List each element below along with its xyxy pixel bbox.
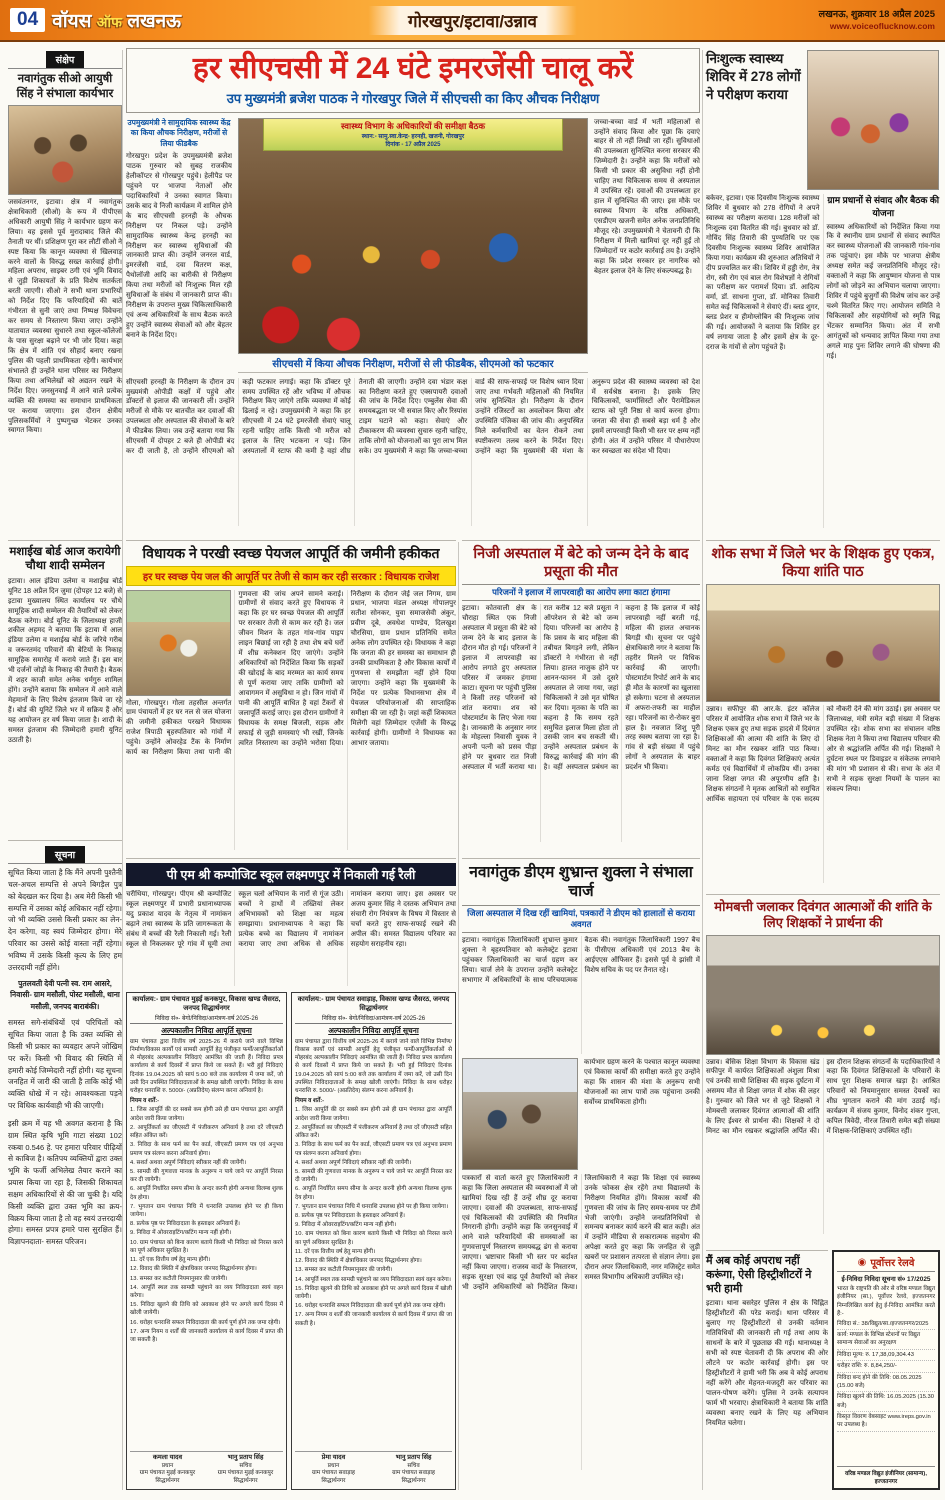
tender1-terms-label: नियम व शर्तें:- [130, 1098, 160, 1105]
signatory-role: सचिव [407, 1462, 420, 1469]
railway-tender-notice [832, 1250, 940, 1490]
dm-text-3: पत्रकारों से वार्ता करते हुए जिलाधिकारी ने कहा कि जिला अस्पताल की व्यवस्थाओं में जो खामियां दिख रही हैं उन्हें शीघ्र दूर कराया जाएगा। दवाओं की उपलब्धता, साफ-सफाई एवं चिकित्सकों की उपस्थिति की नियमित निगरानी होगी। उन्होंने कहा कि जनसुनवाई में आने वाले फरियादियों की समस्याओं का गुणवत्तापूर्ण निस्तारण समयबद्ध ढंग से कराया जाएगा। भ्रष्टाचार किसी भी स्तर पर बर्दाश्त नहीं किया जाएगा। राजस्व वादों के निस्तारण, सड़क सुरक्षा एवं बाढ़ पूर्व तैयारियों को लेकर भी उन्होंने अधिकारियों को निर्देशित किया। जिलाधिकारी ने कहा कि शिक्षा एवं स्वास्थ्य उनके फोकस क्षेत्र रहेंगे तथा विद्यालयों के निरीक्षण नियमित होंगे। विकास कार्यों की गुणवत्ता की जांच के लिए समय-समय पर टीमें भेजी जाएंगी। उन्होंने जनप्रतिनिधियों से समन्वय बनाकर कार्य करने की बात कही। अंत में उन्होंने मीडिया से सकारात्मक सहयोग की अपेक्षा करते हुए कहा कि जनहित से जुड़ी खबरों पर प्रशासन तत्परता से संज्ञान लेगा। इस दौरान अपर जिलाधिकारी, नगर मजिस्ट्रेट समेत समस्त विभागीय अधिकारी उपस्थित रहे। [462, 1174, 700, 1292]
tender1-signatory-pradhan [130, 1454, 205, 1486]
article-shok-sabha [706, 540, 940, 892]
mashaikh-body [8, 577, 122, 821]
tender-term-item: 16. धरोहर धनराशि सफल निविदादाता की कार्य पूर्ण होने तक जमा रहेगी। [295, 1303, 446, 1310]
lead-subheadline: उप मुख्यमंत्री ब्रजेश पाठक ने गोरखपुर जिले में सीएचसी का किए औचक निरीक्षण [226, 90, 600, 106]
signatory-role: सचिव [239, 1462, 252, 1469]
tender2-intro: ग्राम पंचायत द्वारा वित्तीय वर्ष 2025-26 में कराये जाने वाले विभिन्न निर्माण/विकास कार्यों एवं सामग्री आपूर्ति हेतु पंजीकृत फर्मों/आपूर्तिकर्ताओं से मोहरबंद अल्पकालीन निविदाएं आमंत्रित की जाती हैं। निविदा प्रपत्र कार्यालय से कार्य दिवसों में प्राप्त किये जा सकते हैं। भरी हुई निविदाएं दिनांक 19.04.2025 को सायं 5:00 बजे तक कार्यालय में जमा करें, जो उसी दिन उपस्थित निविदादाताओं के समक्ष खोली जाएंगी। निविदा के साथ धरोहर धनराशि रु. 5000/- (अप्रतिदेय) संलग्न करना अनिवार्य है। [295, 1038, 452, 1094]
tender1-ref: निविदा सं०- बेगो/निविदा/आमंत्रण-वर्ष 2025-26 [130, 1014, 283, 1024]
prasoota-headline: निजी अस्पताल में बेटे को जन्म देने के बाद प्रसूता की मौत [473, 546, 689, 581]
soochna-text-1: सूचित किया जाता है कि मैंने अपनी पुश्तैनी चल-अचल सम्पत्ति से अपने बिगड़ैल पुत्र को बेदखल कर दिया है। अब मेरी किसी भी सम्पत्ति में उसका कोई अधिकार नहीं रहेगा। जो भी व्यक्ति उससे किसी प्रकार का लेन-देन करेगा, वह स्वयं जिम्मेदार होगा। मेरे परिवार का उससे कोई वास्ता नहीं रहेगा। भविष्य में उसके किसी कृत्य के लिए हम उत्तरदायी नहीं होंगे। [8, 868, 122, 972]
signatory-name: कमला यादव [152, 1453, 183, 1461]
shok-sabha-body [706, 705, 940, 883]
vidhayak-photo [126, 590, 231, 696]
soochna-section-tab: सूचना [45, 846, 85, 863]
rally-body [126, 890, 456, 986]
signatory-role: प्रधान [161, 1462, 174, 1469]
railway-footer: वरिष्ठ मण्डल विद्युत इंजीनियर (सामान्य), इज्जतनगर [837, 1466, 935, 1485]
tender-term-item: 16. धरोहर धनराशि सफल निविदादाता की कार्य पूर्ण होने तक जमा रहेगी। [130, 1319, 281, 1326]
tender-term-item: 13. समस्त कर कटौती नियमानुसार की जायेगी। [295, 1267, 393, 1274]
candle-body [706, 1058, 940, 1234]
railway-header [837, 1255, 935, 1272]
section-title: गोरखपुर/इटावा/उन्नाव [368, 6, 577, 35]
health-camp-text-1: बकेवर, इटावा। एक दिवसीय निःशुल्क स्वास्थ्य शिविर में बुधवार को 278 रोगियों ने अपने स्वास्थ्य का परीक्षण कराया। 128 मरीजों को निःशुल्क दवा वितरित की गई। बुधवार को डॉ. गोविंद सिंह तिवारी की पुण्यतिथि पर एक दिवसीय निःशुल्क स्वास्थ्य शिविर आयोजित किया गया। कार्यक्रम की शुरुआत अतिथियों ने दीप प्रज्वलित कर की। शिविर में हड्डी रोग, नेत्र रोग, स्त्री रोग एवं बाल रोग विशेषज्ञों ने रोगियों का परीक्षण कर परामर्श दिया। डॉ. आदित्य वर्मा, डॉ. साधना गुप्ता, डॉ. मोनिका तिवारी समेत कई चिकित्सकों ने सेवाएं दीं। ब्लड शुगर, ब्लड प्रेशर व हीमोग्लोबिन की निःशुल्क जांच की गई। आयोजकों ने बताया कि शिविर हर वर्ष लगाया जाता है और इसमें क्षेत्र के दूर-दराज के गांवों से लोग पहुंचते हैं। [706, 195, 820, 352]
vidhayak-body [126, 590, 456, 850]
co-charge-body [8, 198, 122, 510]
article-school-rally [126, 858, 456, 988]
tender-term-item: 3. निविदा के साथ फर्म का पैन कार्ड, जीएसटी प्रमाण पत्र एवं अनुभव प्रमाण पत्र संलग्न करना अनिवार्य होगा। [130, 1142, 283, 1157]
tender-term-item: 12. विवाद की स्थिति में क्षेत्राधिकार जनपद सिद्धार्थनगर होगा। [130, 1266, 257, 1273]
signatory-name: प्रेमा यादव [321, 1453, 346, 1461]
tender1-terms-list [130, 1106, 283, 1344]
dm-body-top [462, 936, 700, 1054]
health-camp-photo [807, 50, 939, 190]
soochna-tab-row [8, 845, 122, 864]
tender-term-item: 8. प्रत्येक पृष्ठ पर निविदादाता के हस्ताक्षर अनिवार्य हैं। [130, 1221, 240, 1228]
column-divider [122, 50, 123, 1490]
lead-left-text: गोरखपुर। प्रदेश के उपमुख्यमंत्री ब्रजेश पाठक गुरुवार को सुबह राजकीय हेलीकॉप्टर से गोरखपुर पहुंचे। हेलीपैड पर पहुंचने पर भाजपा नेताओं और पदाधिकारियों ने उनका स्वागत किया। उसके बाद वे निजी कार्यक्रम में शामिल होने के बाद सीएचसी हरनही के औचक निरीक्षण पर निकल पड़े। उन्होंने सामुदायिक स्वास्थ्य केन्द्र हरनही का निरीक्षण कर स्वास्थ्य सुविधाओं की जानकारी प्राप्त की। उन्होंने जनरल वार्ड, इमरजेंसी वार्ड, दवा वितरण कक्ष, पैथोलॉजी आदि का बारीकी से निरीक्षण किया तथा मरीजों को निःशुल्क मिल रही सुविधाओं के संबंध में जानकारी प्राप्त की। निरीक्षण के उपरान्त मुख्य चिकित्साधिकारी एवं अन्य अधिकारियों के साथ बैठक करते हुए उन्होंने स्वास्थ्य सेवाओं को और बेहतर बनाने के निर्देश दिए। [126, 153, 232, 339]
candle-headline: मोमबत्ती जलाकर दिवंगत आत्माओं की शांति के लिए शिक्षकों ने प्रार्थना की [714, 899, 932, 931]
tender-term-item: 9. निविदा में ओवरराइटिंग/कटिंग मान्य नहीं होगी। [130, 1230, 232, 1237]
tender2-signatures [295, 1451, 452, 1486]
mashaikh-text: इटावा। आल इंडिया उलेमा व मशाईख बोर्ड यूनिट 18 अप्रैल दिन जुमा (दोपहर 12 बजे) से इटावा मुख्यालय स्थित कार्यालय पर चौथे सामूहिक शादी सम्मेलन की तैयारियों को लेकर बैठक करेगा। बोर्ड यूनिट के जिलाध्यक्ष हाजी शकील अहमद ने बताया कि इटावा में आल इंडिया उलेमा व मशाईख बोर्ड के जरिये गरीब व जरूरतमंद परिवारों की बेटियों के निकाह सामूहिक समारोह में कराये जाते हैं। इस बार भी दर्जनों जोड़ों के निकाह की तैयारी है। बैठक में शहर काजी समेत अनेक धर्मगुरु शामिल होंगे। उन्होंने बताया कि सम्मेलन में आने वाले मेहमानों के लिए विशेष इंतजाम किये जा रहे हैं। बोर्ड की यूनिटें जिले भर में सक्रिय हैं और यह आयोजन हर वर्ष किया जाता है। शादी के समस्त इंतजाम की जिम्मेदारी हमारी यूनिट उठाती है। [8, 577, 122, 744]
tender1-intro: ग्राम पंचायत द्वारा वित्तीय वर्ष 2025-26 में कराये जाने वाले विभिन्न निर्माण/विकास कार्यों एवं सामग्री आपूर्ति हेतु पंजीकृत फर्मों/आपूर्तिकर्ताओं से मोहरबंद अल्पकालीन निविदाएं आमंत्रित की जाती हैं। निविदा प्रपत्र कार्यालय से कार्य दिवसों में प्राप्त किये जा सकते हैं। भरी हुई निविदाएं दिनांक 19.04.2025 को सायं 5:00 बजे तक कार्यालय में जमा करें, जो उसी दिन उपस्थित निविदादाताओं के समक्ष खोली जाएंगी। निविदा के साथ धरोहर धनराशि रु. 5000/- (अप्रतिदेय) संलग्न करना अनिवार्य है। [130, 1038, 283, 1094]
soochna-text-3: इसी क्रम में यह भी अवगत कराना है कि ग्राम स्थित कृषि भूमि गाटा संख्या 102 रकबा 0.546 हे. पर हमारा परिवार पीढ़ियों से काबिज है। कतिपय व्यक्तियों द्वारा उक्त भूमि के फर्जी अभिलेख तैयार कराने का प्रयास किया जा रहा है, जिसकी शिकायत सक्षम अधिकारियों से की जा चुकी है। यदि किसी व्यक्ति द्वारा उक्त भूमि का क्रय-विक्रय किया जाता है तो वह स्वयं उत्तरदायी होगा। समस्त प्रपत्र हमारे पास सुरक्षित हैं। विज्ञापनदाता- समस्त परिजन। [8, 1118, 122, 1247]
signatory-name: भानु प्रताप सिंह [227, 1453, 264, 1461]
photo-event-banner [263, 119, 562, 151]
lead-body [126, 378, 700, 526]
dm-headline: नवागंतुक डीएम शुभ्रान्त शुक्ला ने संभाला चार्ज [469, 864, 693, 901]
tender-term-item: 13. समस्त कर कटौती नियमानुसार की जायेगी। [130, 1275, 228, 1282]
soochna-text-2: समस्त सगे-संबंधियों एवं परिचितों को सूचित किया जाता है कि उक्त व्यक्ति से किसी भी प्रकार का व्यवहार अपने जोखिम पर करें। किसी भी विवाद की स्थिति में हमारी कोई जिम्मेदारी नहीं होगी। यह सूचना जनहित में जारी की जाती है ताकि कोई भी व्यक्ति धोखे में न रहे। आवश्यकता पड़ने पर विधिक कार्यवाही भी की जाएगी। [8, 1018, 122, 1111]
tender-notice-2 [291, 992, 456, 1490]
lead-right-text: जच्चा-बच्चा वार्ड में भर्ती महिलाओं से उन्होंने संवाद किया और पूछा कि दवाएं बाहर से तो नहीं लिखी जा रहीं। सुविधाओं की उपलब्धता सुनिश्चित करना सरकार की जिम्मेदारी है। उन्होंने कहा कि मरीजों को किसी भी प्रकार की असुविधा नहीं होनी चाहिए तथा चिकित्सक समय से अस्पताल में उपस्थित रहें। दवाओं की उपलब्धता हर हाल में सुनिश्चित की जाए। इस मौके पर स्वास्थ्य विभाग के वरिष्ठ अधिकारी, एसडीएम खजनी समेत अनेक जनप्रतिनिधि मौजूद रहे। उपमुख्यमंत्री ने चेतावनी दी कि निरीक्षण में मिली खामियां दूर नहीं हुईं तो जिम्मेदारों पर कठोर कार्रवाई तय है। उन्होंने कहा कि प्रदेश सरकार हर नागरिक को बेहतर इलाज देने के लिए संकल्पबद्ध है। [594, 118, 700, 275]
notice-soochna [8, 840, 122, 1490]
co-charge-text: जसवंतनगर, इटावा। क्षेत्र में नवागंतुक क्षेत्राधिकारी (सीओ) के रूप में पीपीएस अधिकारी आयुषी सिंह ने कार्यभार ग्रहण कर लिया। वह इससे पूर्व मुरादाबाद जिले की तैनाती पर थीं। प्रशिक्षण पूरा कर लौटीं सीओ ने स्पष्ट किया कि कानून व्यवस्था से खिलवाड़ करने वालों के विरुद्ध सख्त कार्रवाई होगी। महिला अपराध, साइबर ठगी एवं भूमि विवाद से जुड़ी शिकायतों के प्रति विशेष सतर्कता बरती जाएगी। सीओ ने सभी थाना प्रभारियों को निर्देश दिए कि फरियादियों की बातें गंभीरता से सुनी जाएं तथा निष्पक्ष विवेचना कर समय से निस्तारण किया जाए। उन्होंने यातायात व्यवस्था सुधारने तथा स्कूल-कॉलेजों के पास सुरक्षा बढ़ाने पर भी जोर दिया। कहा कि क्षेत्र में शांति एवं सौहार्द बनाए रखना पुलिस की पहली प्राथमिकता रहेगी। कार्यभार संभालते ही उन्होंने थाना परिसर का निरीक्षण किया तथा अभिलेखों को अद्यतन रखने के निर्देश दिए। जनसुनवाई में आने वाले प्रत्येक व्यक्ति की समस्या का समाधान प्राथमिकता पर कराया जाएगा। इस दौरान क्षेत्रीय पुलिसकर्मियों ने पुष्पगुच्छ भेंटकर उनका स्वागत किया। [8, 198, 122, 435]
signatory-district: सिद्धार्थनगर [401, 1478, 426, 1485]
vidhayak-subhead: हर घर स्वच्छ पेय जल की आपूर्ति पर तेजी से काम कर रही सरकार : विधायक राजेश [126, 566, 456, 586]
shok-sabha-photo [706, 584, 940, 702]
health-camp-text-2: स्वास्थ्य अधिकारियों को निर्देशित किया गया कि वे स्थानीय ग्राम प्रधानों से संवाद स्थापित कर स्वास्थ्य योजनाओं की जानकारी गांव-गांव तक पहुंचाएं। इस मौके पर भाजपा क्षेत्रीय अध्यक्ष समेत कई जनप्रतिनिधि मौजूद रहे। वक्ताओं ने कहा कि आयुष्मान योजना से पात्र लोगों को जोड़ने का अभियान चलाया जाएगा। शिविर में पहुंचे बुजुर्गों की विशेष जांच कर उन्हें चश्मे वितरित किए गए। आयोजन समिति ने चिकित्सकों और सहयोगियों को स्मृति चिह्न भेंटकर सम्मानित किया। अंत में सभी आगंतुकों को धन्यवाद ज्ञापित किया गया तथा अगले माह पुनः शिविर लगाने की घोषणा की गई। [826, 223, 940, 360]
page-number: 04 [10, 8, 45, 32]
article-history-sheeters [706, 1250, 828, 1490]
tender-term-item: 9. निविदा में ओवरराइटिंग/कटिंग मान्य नहीं होगी। [295, 1222, 397, 1229]
tender-term-item: 17. अन्य नियम व शर्तों की जानकारी कार्यालय से कार्य दिवस में प्राप्त की जा सकती है। [130, 1328, 283, 1344]
tender1-title: अल्पकालीन निविदा आपूर्ति सूचना [161, 1025, 252, 1035]
article-candle-prayer [706, 894, 940, 1246]
apradh-headline: मैं अब कोई अपराध नहीं करूंगा, ऐसी हिस्ट्रीशीटरों ने भरी हामी [706, 1255, 812, 1295]
shok-sabha-text: उन्नाव। सफीपुर की आर.के. इंटर कॉलेज परिसर में आयोजित शोक सभा में जिले भर के शिक्षक एकत्र हुए तथा सड़क हादसे में दिवंगत शिक्षिकाओं की आत्मा की शांति के लिए दो मिनट का मौन रखकर शांति पाठ किया। वक्ताओं ने कहा कि दिवंगत शिक्षिकाएं अत्यंत कर्मठ एवं विद्यार्थियों में लोकप्रिय थीं। उनका जाना शिक्षा जगत की अपूरणीय क्षति है। शिक्षक संगठनों ने मृतक आश्रितों को समुचित आर्थिक सहायता एवं परिवार के एक सदस्य को नौकरी देने की मांग उठाई। इस अवसर पर जिलाध्यक्ष, मंत्री समेत बड़ी संख्या में शिक्षक उपस्थित रहे। शोक सभा का संचालन वरिष्ठ शिक्षक नेता ने किया तथा विद्यालय परिवार की ओर से श्रद्धांजलि अर्पित की गई। शिक्षकों ने दुर्घटना स्थल पर डिवाइडर व संकेतक लगवाने की मांग भी प्रशासन से की। सभा के अंत में सभी ने सड़क सुरक्षा नियमों के पालन का संकल्प लिया। [706, 706, 940, 803]
tender-term-item: 8. प्रत्येक पृष्ठ पर निविदादाता के हस्ताक्षर अनिवार्य हैं। [295, 1213, 405, 1220]
dm-text-1: इटावा। नवागंतुक जिलाधिकारी शुभ्रान्त कुमार शुक्ला ने बृहस्पतिवार को कलेक्ट्रेट इटावा पहुंचकर जिलाधिकारी का चार्ज ग्रहण कर लिया। चार्ज लेने के उपरान्त उन्होंने कलेक्ट्रेट सभागार में अधिकारियों के साथ परिचयात्मक बैठक की। नवागंतुक जिलाधिकारी 1997 बैच के पीसीएस अधिकारी एवं 2013 बैच के आईएएस ऑफिसर हैं। इससे पूर्व वे झांसी में विशेष सचिव के पद पर तैनात रहे। [462, 936, 700, 984]
masthead [0, 0, 945, 42]
tender-notice-1 [126, 992, 287, 1490]
shok-sabha-headline: शोक सभा में जिले भर के शिक्षक हुए एकत्र, किया शांति पाठ [711, 546, 935, 581]
dm-charge-photo [462, 1058, 578, 1170]
tender-term-item: 11. दरें एक वित्तीय वर्ष हेतु मान्य होंगी। [295, 1248, 376, 1255]
vidhayak-text: गोला, गोरखपुर। गोला तहसील अन्तर्गत ग्राम पंचायतों में हर घर नल से जल योजना की जमीनी हकीकत परखने विधायक राजेश त्रिपाठी बृहस्पतिवार को गांवों में पहुंचे। उन्होंने ओवरहेड टैंक के निर्माण कार्य का निरीक्षण किया तथा पानी की गुणवत्ता की जांच अपने सामने कराई। ग्रामीणों से संवाद करते हुए विधायक ने कहा कि हर घर स्वच्छ पेयजल की आपूर्ति पर सरकार तेजी से काम कर रही है। जल जीवन मिशन के तहत गांव-गांव पाइप लाइन बिछाई जा रही है तथा शेष बचे घरों में शीघ्र कनेक्शन दिए जाएंगे। उन्होंने अधिकारियों को निर्देशित किया कि सड़कों की खोदाई के बाद मरम्मत का कार्य समय से पूर्ण कराया जाए ताकि ग्रामीणों को आवागमन में असुविधा न हो। जिन गांवों में पानी की आपूर्ति बाधित है वहां टैंकरों से जलापूर्ति कराई जाए। इस दौरान ग्रामीणों ने विधायक के समक्ष बिजली, सड़क और सफाई से जुड़ी समस्याएं भी रखीं, जिनके त्वरित निस्तारण का उन्होंने भरोसा दिया। निरीक्षण के दौरान जेई जल निगम, ग्राम प्रधान, भाजपा मंडल अध्यक्ष गोपालपुर सतीश सोनकर, युवा समाजसेवी अंकुर, प्रवीण दूबे, अवधेश पाण्डेय, दिलखुश चौरसिया, ग्राम प्रधान प्रतिनिधि समेत अनेक लोग उपस्थित रहे। विधायक ने कहा कि जनता की हर समस्या का समाधान ही उनकी प्राथमिकता है और विकास कार्यों में गुणवत्ता से समझौता नहीं होने दिया जाएगा। उन्होंने कहा कि मुख्यमंत्री के निर्देश पर प्रत्येक विधानसभा क्षेत्र में पेयजल परियोजनाओं की साप्ताहिक समीक्षा की जा रही है। जहां कहीं शिकायत मिलेगी वहां जिम्मेदार एजेंसी के विरुद्ध कार्रवाई होगी। ग्रामीणों ने विधायक का आभार जताया। [126, 590, 456, 757]
tender-term-item: 2. आपूर्तिकर्ता का जीएसटी में पंजीकरण अनिवार्य है तथा दरें जीएसटी सहित अंकित करें। [130, 1124, 283, 1140]
co-charge-headline: नवागंतुक सीओ आयुषी सिंह ने संभाला कार्यभार [16, 73, 114, 100]
candle-text: उन्नाव। बेसिक शिक्षा विभाग के विकास खंड सफीपुर में कार्यरत शिक्षिकाओं अंशुला मिश्रा एवं उनकी साथी शिक्षिका की सड़क दुर्घटना में असमय मौत से शिक्षा जगत में शोक की लहर है। गुरुवार को जिले भर से जुटे शिक्षकों ने मोमबत्ती जलाकर दिवंगत आत्माओं की शांति के लिए ईश्वर से प्रार्थना की। शिक्षकों ने दो मिनट का मौन रखकर श्रद्धांजलि अर्पित की। इस दौरान शिक्षक संगठनों के पदाधिकारियों ने कहा कि दिवंगत शिक्षिकाओं के परिवारों के साथ पूरा शिक्षक समाज खड़ा है। आश्रित परिवारों को नियमानुसार समस्त देयकों का शीघ्र भुगतान कराने की मांग उठाई गई। कार्यक्रम में संजय कुमार, विनोद शंकर गुप्ता, कपिल त्रिवेदी, नीरज तिवारी समेत बड़ी संख्या में शिक्षक-शिक्षिकाएं उपस्थित रहीं। [706, 1058, 940, 1136]
railway-item: कार्य: मण्डल के विभिन्न स्टेशनों पर विद्युत सामान्य सेवाओं का अनुरक्षण [837, 1330, 935, 1350]
signatory-district: सिद्धार्थनगर [321, 1478, 346, 1485]
apradh-body [706, 1299, 828, 1479]
railway-name: पूर्वोत्तर रेलवे [870, 1258, 915, 1269]
dm-text-2: कार्यभार ग्रहण करने के पश्चात कानून व्यवस्था एवं विकास कार्यों की समीक्षा करते हुए उन्होंने कहा कि शासन की मंशा के अनुरूप सभी योजनाओं का लाभ पात्रों तक पहुंचाना उनकी सर्वोच्च प्राथमिकता होगी। [584, 1058, 700, 1106]
article-mashaikh [8, 540, 122, 836]
mashaikh-headline: मशाईख बोर्ड आज करायेगी चौथा शादी सम्मेलन [9, 546, 121, 573]
signatory-org: ग्राम पंचायत सवाड़ाह [392, 1470, 435, 1477]
tender-term-item: 3. निविदा के साथ फर्म का पैन कार्ड, जीएसटी प्रमाण पत्र एवं अनुभव प्रमाण पत्र संलग्न करना अनिवार्य होगा। [295, 1142, 452, 1157]
railway-item: निविदा खुलने की तिथि: 16.05.2025 (15.30 बजे) [837, 1392, 935, 1412]
website-url: www.voiceoflucknow.com [829, 20, 935, 31]
tender-term-item: 1. जिस आपूर्ति की दर सबसे कम होगी उसे ही ग्राम पंचायत द्वारा आपूर्ति आदेश जारी किया जायेगा। [130, 1107, 283, 1122]
tender-term-item: 7. भुगतान ग्राम पंचायत निधि में धनराशि उपलब्ध होने पर ही किया जायेगा। [130, 1203, 283, 1219]
tender-term-item: 2. आपूर्तिकर्ता का जीएसटी में पंजीकरण अनिवार्य है तथा दरें जीएसटी सहित अंकित करें। [295, 1124, 452, 1140]
banner-date: दिनांक - 17 अप्रैल 2025 [385, 141, 441, 148]
prasoota-text: इटावा। कोतवाली क्षेत्र के चौराहा स्थित एक निजी अस्पताल में प्रसूता की बेटे को जन्म देने के बाद इलाज के दौरान मौत हो गई। परिजनों ने इलाज में लापरवाही का आरोप लगाते हुए अस्पताल परिसर में जमकर हंगामा काटा। सूचना पर पहुंची पुलिस ने किसी तरह परिजनों को शांत कराया। शव को पोस्टमार्टम के लिए भेजा गया है। जानकारी के अनुसार नगर के मोहल्ला निवासी युवक ने अपनी पत्नी को प्रसव पीड़ा होने पर बुधवार रात निजी अस्पताल में भर्ती कराया था। रात करीब 12 बजे प्रसूता ने ऑपरेशन से बेटे को जन्म दिया। परिजनों का आरोप है कि प्रसव के बाद महिला की तबीयत बिगड़ने लगी, लेकिन डॉक्टरों ने गंभीरता से नहीं लिया। हालत नाजुक होने पर आनन-फानन में उसे दूसरे अस्पताल ले जाया गया, जहां चिकित्सकों ने उसे मृत घोषित कर दिया। मृतका के पति का कहना है कि समय रहते समुचित इलाज मिला होता तो उसकी जान बच सकती थी। उन्होंने अस्पताल प्रबंधन के विरुद्ध कार्रवाई की मांग की है। वहीं अस्पताल प्रबंधन का कहना है कि इलाज में कोई लापरवाही नहीं बरती गई, महिला की हालत अचानक बिगड़ी थी। सूचना पर पहुंचे क्षेत्राधिकारी नगर ने बताया कि तहरीर मिलने पर विधिक कार्रवाई की जाएगी। पोस्टमार्टम रिपोर्ट आने के बाद ही मौत के कारणों का खुलासा हो सकेगा। घटना से अस्पताल में अफरा-तफरी का माहौल रहा। परिजनों का रो-रोकर बुरा हाल है। नवजात शिशु पूरी तरह स्वस्थ बताया जा रहा है। गांव से बड़ी संख्या में पहुंचे लोगों ने अस्पताल के बाहर प्रदर्शन भी किया। [462, 605, 700, 772]
signatory-district: सिद्धार्थनगर [155, 1478, 180, 1485]
tender-term-item: 15. निविदा खुलने की तिथि को अवकाश होने पर अगले कार्य दिवस में खोली जायेगी। [130, 1302, 283, 1317]
tender-term-item: 10. ग्राम पंचायत को बिना कारण बताये किसी भी निविदा को निरस्त करने का पूर्ण अधिकार सुरक्षित है। [295, 1231, 452, 1246]
tender-term-item: 6. आपूर्ति निर्धारित समय सीमा के अन्दर करनी होगी अन्यथा विलम्ब शुल्क देय होगा। [130, 1186, 283, 1201]
prasoota-body [462, 604, 700, 842]
article-new-dm [462, 858, 700, 1490]
banner-location: स्थान:- सामु.स्वा.केन्द्र- हरनही, खजनी, गोरखपुर [361, 133, 465, 140]
railway-item: निविदा मूल्य: रु. 17,38,09,304.43 [837, 1350, 935, 1361]
tender-term-item: 5. सामग्री की गुणवत्ता मानक के अनुरूप न पाये जाने पर आपूर्ति निरस्त कर दी जायेगी। [130, 1168, 283, 1184]
tender2-office: कार्यालय:- ग्राम पंचायत सवाड़ाह, विकास खण्ड जैसरठ, जनपद सिद्धार्थनगर [297, 996, 450, 1012]
tender1-office: कार्यालय:- ग्राम पंचायत मुड़ई कनकपुर, विकास खण्ड जैसरठ, जनपद सिद्धार्थनगर [132, 996, 281, 1012]
lead-photo-caption: सीएचसी में किया औचक निरीक्षण, मरीजों से ली फीडबैक, सीएमओ को फटकार [238, 354, 588, 373]
paper-name-part: वॉयस [52, 11, 92, 32]
column-divider [702, 50, 703, 1490]
signatory-district: सिद्धार्थनगर [233, 1478, 258, 1485]
brief-tab-row [8, 50, 122, 69]
candle-prayer-photo [706, 935, 940, 1055]
edition-dateline: लखनऊ, शुक्रवार 18 अप्रैल 2025 [818, 8, 935, 20]
dm-kicker: जिला अस्पताल में दिख रहीं खामियां, पत्रकारों ने डीएम को हालातों से कराया अवगत [462, 905, 700, 933]
tender1-body [130, 1038, 283, 1448]
signatory-org: ग्राम पंचायत मुड़ई कनकपुर [217, 1470, 274, 1477]
dm-photo-row [462, 1058, 700, 1170]
health-camp-body [706, 194, 940, 528]
tender2-terms-label: नियम व शर्तें:- [295, 1098, 325, 1105]
railway-notice-number: ई-निविदा निविदा सूचना सं० 17/2025 [841, 1276, 931, 1283]
tender-term-item: 4. सशर्त अथवा अपूर्ण निविदाएं स्वीकार नहीं की जायेंगी। [295, 1159, 412, 1166]
article-health-camp [706, 50, 940, 536]
dcm-inspection-photo [238, 118, 588, 354]
prasoota-kicker: परिजनों ने इलाज में लापरवाही का आरोप लगा काटा हंगामा [462, 584, 700, 601]
brief-section-tab: संक्षेप [46, 51, 85, 68]
masthead-right [819, 9, 935, 32]
tender-term-item: 1. जिस आपूर्ति की दर सबसे कम होगी उसे ही ग्राम पंचायत द्वारा आपूर्ति आदेश जारी किया जायेगा। [295, 1107, 452, 1122]
lead-headline: हर सीएचसी में 24 घंटे इमरजेंसी चालू करें [192, 52, 634, 85]
dm-body-bottom [462, 1174, 700, 1470]
tender-term-item: 11. दरें एक वित्तीय वर्ष हेतु मान्य होंगी। [130, 1257, 211, 1264]
column-divider [458, 542, 459, 1490]
health-camp-headline: निःशुल्क स्वास्थ्य शिविर में 278 लोगों ने परीक्षण कराया [706, 51, 801, 103]
railway-intro: भारत के राष्ट्रपति की ओर से वरिष्ठ मण्डल विद्युत इंजीनियर (सा.), पूर्वोत्तर रेलवे, इज्जतनगर निम्नलिखित कार्य हेतु ई-निविदा आमंत्रित करते हैं:- [837, 1286, 935, 1318]
tender2-title: अल्पकालीन निविदा आपूर्ति सूचना [328, 1025, 419, 1035]
railway-items [837, 1319, 935, 1432]
tender1-signatory-sachiv [208, 1454, 283, 1486]
tender-term-item: 15. निविदा खुलने की तिथि को अवकाश होने पर अगले कार्य दिवस में खोली जायेगी। [295, 1285, 452, 1300]
tender2-ref: निविदा सं०- बेगो/निविदा/आमंत्रण-वर्ष 2025-26 [295, 1014, 452, 1024]
tender-term-item: 5. सामग्री की गुणवत्ता मानक के अनुरूप न पाये जाने पर आपूर्ति निरस्त कर दी जायेगी। [295, 1168, 452, 1184]
lead-right-column [594, 118, 700, 374]
tender-term-item: 7. भुगतान ग्राम पंचायत निधि में धनराशि उपलब्ध होने पर ही किया जायेगा। [295, 1203, 449, 1210]
lead-body-text: सीएचसी हरनही के निरीक्षण के दौरान उप मुख्यमंत्री ओपीडी कक्षों में पहुंचे और डॉक्टरों से इलाज की जानकारी ली। उन्होंने मरीजों से मौके पर बातचीत कर दवाओं की उपलब्धता और अस्पताल की सेवाओं के बारे में फीडबैक लिया। जब उन्हें बताया गया कि सीएचसी में दोपहर 2 बजे ही ओपीडी बंद कर दी जाती है, तो उन्होंने सीएमओ को कड़ी फटकार लगाई। कहा कि डॉक्टर पूरे समय उपस्थित रहें और भविष्य में औचक निरीक्षण किए जाएंगे ताकि व्यवस्था में कोई ढिलाई न रहे। उपमुख्यमंत्री ने कहा कि हर सीएचसी में 24 घंटे इमरजेंसी सेवाएं चालू रहनी चाहिए ताकि किसी भी मरीज को इलाज के लिए भटकना न पड़े। जिन अस्पतालों में स्टाफ की कमी है वहां शीघ्र तैनाती की जाएगी। उन्होंने दवा भंडार कक्ष का निरीक्षण करते हुए एक्सपायरी दवाओं की जांच के निर्देश दिए। एम्बुलेंस सेवा की समयबद्धता पर भी सवाल किए और रिस्पांस टाइम घटाने को कहा। सेवाएं और टीकाकरण की व्यवस्था सुचारु रहनी चाहिए, ताकि लोगों को योजनाओं का पूरा लाभ मिल सके। उप मुख्यमंत्री ने कहा कि जच्चा-बच्चा वार्ड की साफ-सफाई पर विशेष ध्यान दिया जाए तथा गर्भवती महिलाओं की नियमित जांच सुनिश्चित हो। निरीक्षण के दौरान उन्होंने रजिस्टरों का अवलोकन किया और उपस्थिति पंजिका की जांच की। अनुपस्थित मिले कर्मचारियों का वेतन रोकने तथा स्पष्टीकरण तलब करने के निर्देश दिए। उन्होंने कहा कि मुख्यमंत्री की मंशा के अनुरूप प्रदेश की स्वास्थ्य व्यवस्था को देश में सर्वश्रेष्ठ बनाना है। इसके लिए चिकित्सकों, फार्मासिस्टों और पैरामेडिकल स्टाफ को पूरी निष्ठा से कार्य करना होगा। जनता की सेवा ही सबसे बड़ा धर्म है और इसमें लापरवाही किसी भी स्तर पर क्षम्य नहीं होगी। अंत में उन्होंने परिसर में पौधारोपण कर स्वच्छता का संदेश भी दिया। [126, 378, 700, 456]
tender2-body [295, 1038, 452, 1448]
railway-emblem-icon: ◉ [857, 1256, 867, 1268]
health-camp-inner-subhead: ग्राम प्रधानों से संवाद और बैठक की योजना [827, 195, 940, 218]
article-vidhayak [126, 540, 456, 856]
railway-item: विस्तृत विवरण वेबसाइट www.ireps.gov.in पर उपलब्ध है। [837, 1412, 935, 1432]
vidhayak-headline: विधायक ने परखी स्वच्छ पेयजल आपूर्ति की जमीनी हकीकत [142, 545, 440, 561]
tender-term-item: 6. आपूर्ति निर्धारित समय सीमा के अन्दर करनी होगी अन्यथा विलम्ब शुल्क देय होगा। [295, 1186, 452, 1201]
tender1-signatures [130, 1451, 283, 1486]
rally-text: चरीथिया, गोरखपुर। पीएम श्री कम्पोजिट स्कूल लक्ष्मणपुर में प्रभारी प्रधानाध्यापक यदु प्रकाश यादव के नेतृत्व में नामांकन बढ़ाने तथा स्वास्थ्य के प्रति जागरूकता के संबंध में बच्चों की रैली निकाली गई। रैली स्कूल से निकलकर पूरे गांव में घूमी तथा स्कूल चलो अभियान के नारों से गूंज उठी। बच्चों ने हाथों में तख्तियां लेकर अभिभावकों को शिक्षा का महत्व समझाया। प्रधानाध्यापक ने कहा कि प्रत्येक बच्चे का विद्यालय में नामांकन कराया जाए तथा अधिक से अधिक नामांकन कराया जाए। इस अवसर पर अजय कुमार सिंह ने दस्तक अभियान तथा संचारी रोग नियंत्रण के विषय में विस्तार से चर्चा करते हुए साफ-सफाई रखने की अपील की। समस्त विद्यालय परिवार का सहयोग सराहनीय रहा। [126, 891, 456, 948]
article-lead [126, 48, 700, 538]
health-camp-header [706, 50, 940, 190]
signatory-org: ग्राम पंचायत सवाड़ाह [311, 1470, 355, 1477]
rally-headline: पी एम श्री कम्पोजिट स्कूल लक्ष्मणपुर में निकाली गई रैली [126, 863, 456, 886]
tender2-terms-list [295, 1106, 452, 1327]
soochna-advertiser-names: पुतलवती देवी पत्नी स्व. राम आसरे, निवासी- ग्राम मसौली, पोस्ट मसौली, थाना मसौली, जनपद बाराबंकी। [10, 978, 120, 1012]
signatory-org: ग्राम पंचायत मुड़ई कनकपुर [139, 1470, 196, 1477]
signatory-name: भानु प्रताप सिंह [395, 1453, 432, 1461]
railway-item: निविदा बन्द होने की तिथि: 08.05.2025 (15.00 बजे) [837, 1373, 935, 1393]
tender-term-item: 12. विवाद की स्थिति में क्षेत्राधिकार जनपद सिद्धार्थनगर होगा। [295, 1258, 422, 1265]
co-charge-photo [8, 105, 122, 195]
lead-photo-block [238, 118, 588, 374]
tender2-signatory-pradhan [295, 1454, 372, 1486]
lead-headline-box [126, 48, 700, 113]
masthead-left [10, 7, 181, 33]
paper-name-part: ऑफ [96, 14, 122, 30]
dm-body-beside-photo [584, 1058, 700, 1170]
lead-photo-row [126, 118, 700, 374]
tender-term-item: 4. सशर्त अथवा अपूर्ण निविदाएं स्वीकार नहीं की जायेंगी। [130, 1159, 247, 1166]
tender-term-item: 10. ग्राम पंचायत को बिना कारण बताये किसी भी निविदा को निरस्त करने का पूर्ण अधिकार सुरक्षित है। [130, 1239, 283, 1254]
signatory-role: प्रधान [327, 1462, 340, 1469]
apradh-text: इटावा। थाना बसरेहर पुलिस ने क्षेत्र के चिह्नित हिस्ट्रीशीटरों की परेड कराई। थाना परिसर में बुलाए गए हिस्ट्रीशीटरों से उनकी वर्तमान गतिविधियों की जानकारी ली गई तथा आय के साधनों के बारे में पूछताछ की गई। थानाध्यक्ष ने सभी को स्पष्ट चेतावनी दी कि अपराध की ओर लौटने पर कठोर कार्रवाई होगी। इस पर हिस्ट्रीशीटरों ने हामी भरी कि अब वे कोई अपराध नहीं करेंगे और मेहनत-मजदूरी कर परिवार का पालन-पोषण करेंगे। पुलिस ने उनके सत्यापन फार्म भी भरवाए। क्षेत्राधिकारी ने बताया कि शांति व्यवस्था बनाए रखने के लिए यह अभियान नियमित चलेगा। [706, 1300, 828, 1427]
paper-name [52, 7, 181, 33]
railway-item: धरोहर राशि: रु. 8,84,250/- [837, 1361, 935, 1372]
tender-term-item: 14. आपूर्ति स्थल तक सामग्री पहुंचाने का व्यय निविदादाता स्वयं वहन करेगा। [130, 1284, 283, 1299]
article-co-charge [8, 50, 122, 536]
paper-name-part: लखनऊ [127, 11, 182, 32]
railway-item: निविदा सं.: 38/विद्युत/सा./इज्जतनगर/2025 [837, 1319, 935, 1330]
soochna-body [8, 867, 122, 1473]
lead-intro: उपमुख्यमंत्री ने सामुदायिक स्वास्थ्य केंद्र का किया औचक निरीक्षण, मरीजों से लिया फीडबैक [127, 117, 231, 148]
tender-term-item: 17. अन्य नियम व शर्तों की जानकारी कार्यालय से कार्य दिवस में प्राप्त की जा सकती है। [295, 1312, 452, 1327]
banner-title: स्वास्थ्य विभाग के अधिकारियों की समीक्षा बैठक [340, 120, 485, 131]
tender2-signatory-sachiv [375, 1454, 452, 1486]
lead-left-column [126, 118, 232, 374]
tender-term-item: 14. आपूर्ति स्थल तक सामग्री पहुंचाने का व्यय निविदादाता स्वयं वहन करेगा। [295, 1276, 451, 1283]
article-prasoota [462, 540, 700, 856]
